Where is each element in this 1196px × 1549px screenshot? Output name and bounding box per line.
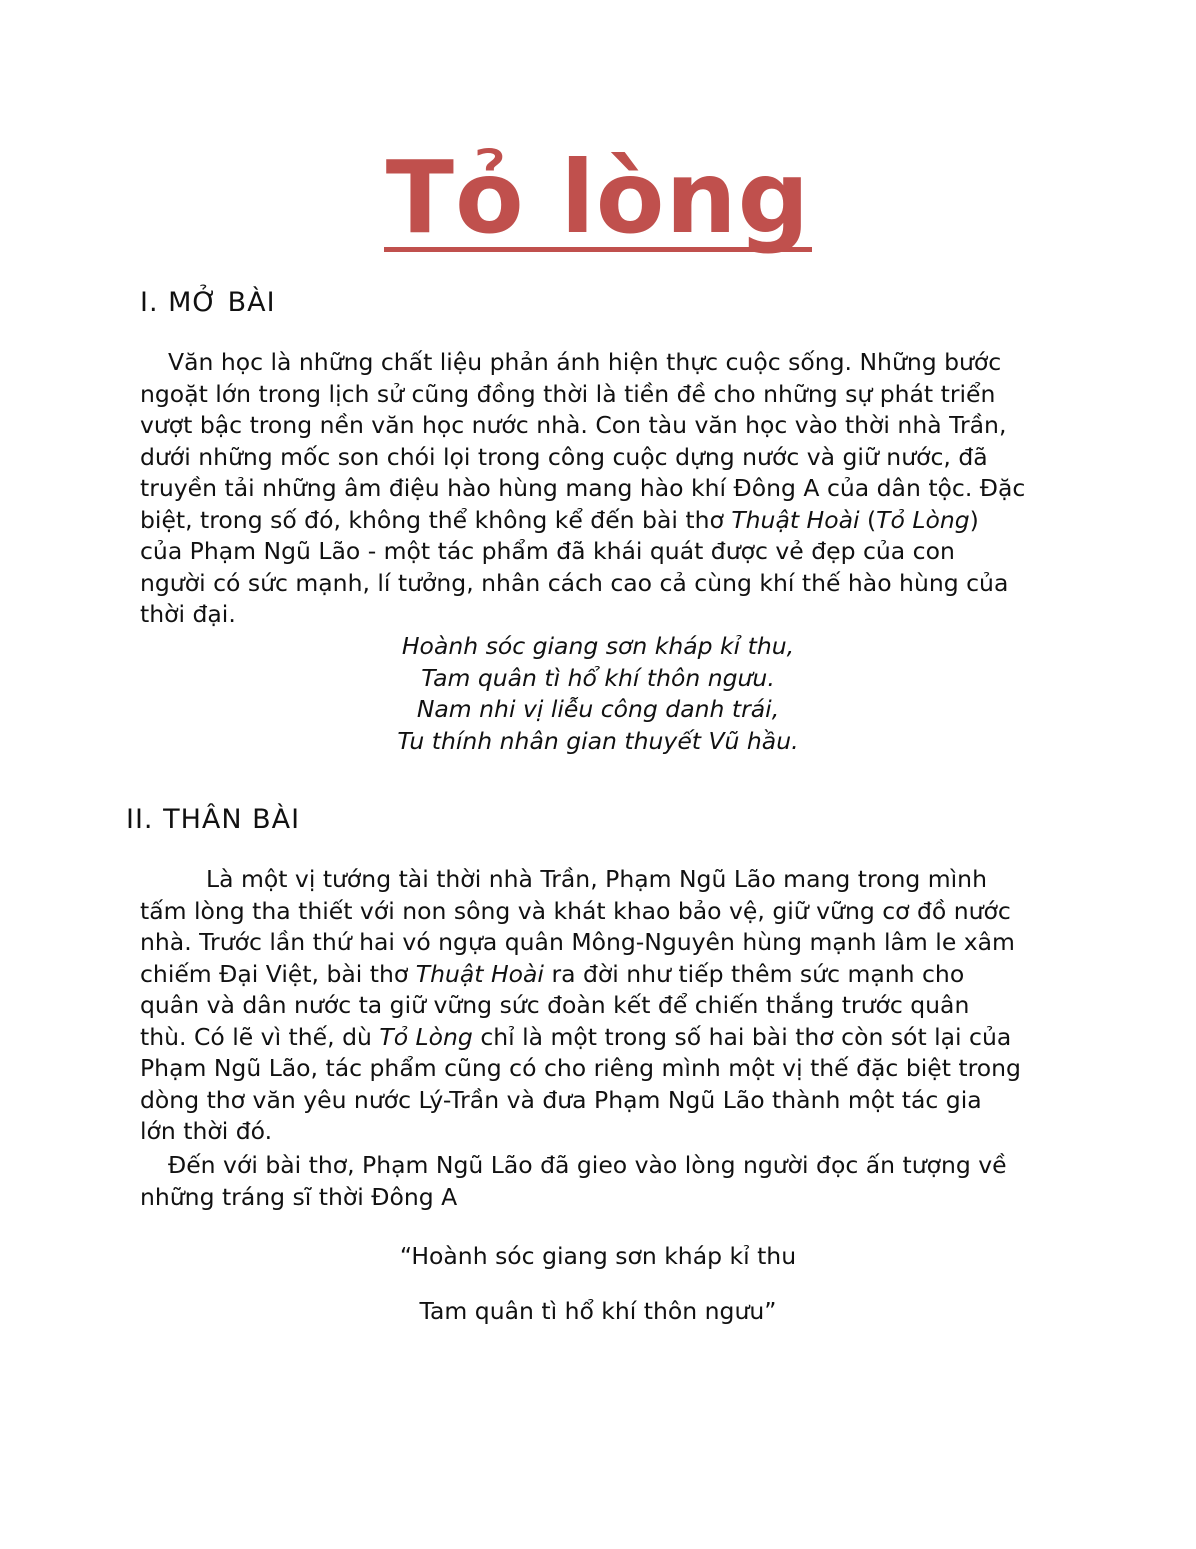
intro-line: của Phạm Ngũ Lão - một tác phẩm đã khái quát được vẻ đẹp của con [140,537,955,565]
poem-line: Tam quân tì hổ khí thôn ngưu. [421,663,775,692]
intro-line: Văn học là những chất liệu phản ánh hiện thực cuộc sống. Những bước [168,348,1002,376]
intro-line: ngoặt lớn trong lịch sử cũng đồng thời là tiền đề cho những sự phát triển [140,379,996,408]
body-line [140,959,1060,991]
body-line: dòng thơ văn yêu nước Lý-Trần và đưa Phạm Ngũ Lão thành một tác gia [140,1085,982,1114]
body-line: những tráng sĩ thời Đông A [140,1182,458,1211]
intro-text: biệt, trong số đó, không thể không kể đến bài thơ [140,505,732,534]
body-line: quân và dân nước ta giữ vững sức đoàn kết để chiến thắng trước quân [140,991,970,1019]
body-paragraph-2 [140,1150,1060,1213]
poem-line: Hoành sóc giang sơn kháp kỉ thu, [401,632,795,660]
intro-paragraph [140,347,1060,631]
body-text: ra đời như tiếp thêm sức mạnh cho [543,959,965,988]
section-heading-mo-bai: I. MỞ BÀI [140,287,276,318]
poem-line: Nam nhi vị liễu công danh trái, [416,695,780,723]
intro-line: vượt bậc trong nền văn học nước nhà. Con tàu văn học vào thời nhà Trần, [140,411,1007,439]
poem-title-italic: Tỏ Lòng [379,1022,473,1051]
document-title [0,138,1196,258]
poem-title-italic: Thuật Hoài [731,505,860,534]
body-line: Là một vị tướng tài thời nhà Trần, Phạm Ngũ Lão mang trong mình [206,865,987,893]
document-title-text: Tỏ lòng [385,139,811,256]
intro-text: ( [859,505,877,534]
poem-title-italic: Tỏ Lòng [876,505,970,534]
quote-line: Tam quân tì hổ khí thôn ngưu” [419,1296,777,1325]
intro-line: thời đại. [140,600,236,628]
poem-excerpt [0,631,1196,757]
body-line: lớn thời đó. [140,1117,273,1145]
body-line: Phạm Ngũ Lão, tác phẩm cũng có cho riêng mình một vị thế đặc biệt trong [140,1054,1021,1082]
poem-title-italic: Thuật Hoài [415,959,544,988]
intro-line: người có sức mạnh, lí tưởng, nhân cách cao cả cùng khí thế hào hùng của [140,568,1009,597]
section-heading-than-bai: II. THÂN BÀI [126,804,301,835]
intro-line: dưới những mốc son chói lọi trong công cuộc dựng nước và giữ nước, đã [140,442,988,471]
intro-line [140,505,1060,537]
poem-line: Tu thính nhân gian thuyết Vũ hầu. [397,726,799,755]
intro-text: ) [969,505,979,534]
body-line: Đến với bài thơ, Phạm Ngũ Lão đã gieo vào lòng người đọc ấn tượng về [168,1151,1007,1179]
body-line: tấm lòng tha thiết với non sông và khát khao bảo vệ, giữ vững cơ đồ nước [140,896,1011,925]
intro-line: truyền tải những âm điệu hào hùng mang hào khí Đông A của dân tộc. Đặc [140,474,1026,502]
poem-quote [0,1241,1196,1350]
body-text: thù. Có lẽ vì thế, dù [140,1022,380,1051]
body-text: chiếm Đại Việt, bài thơ [140,959,416,988]
body-line: nhà. Trước lần thứ hai vó ngựa quân Mông-Nguyên hùng mạnh lâm le xâm [140,928,1015,956]
body-paragraph-1 [140,864,1060,1148]
quote-line: “Hoành sóc giang sơn kháp kỉ thu [399,1242,797,1270]
body-text: chỉ là một trong số hai bài thơ còn sót lại của [472,1022,1012,1051]
body-line [140,1022,1060,1054]
